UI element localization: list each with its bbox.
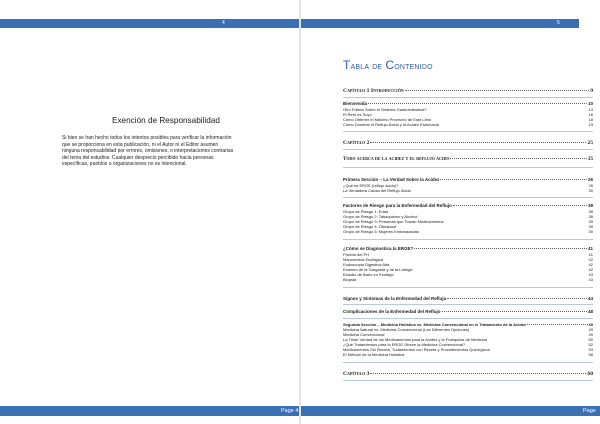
right-header-bar bbox=[301, 19, 579, 28]
toc-entry-page: 53 bbox=[588, 347, 593, 352]
toc-divider bbox=[343, 197, 593, 198]
toc-entry-page: 10 bbox=[587, 101, 593, 106]
toc-divider bbox=[343, 239, 593, 240]
toc-entry-page: 60 bbox=[587, 371, 593, 377]
toc-entry-page: 41 bbox=[587, 246, 593, 251]
toc-entry-title: Manometría Esofágica bbox=[343, 257, 384, 262]
toc-entry-page: 38 bbox=[588, 214, 593, 219]
toc-entry-page: 44 bbox=[587, 296, 593, 301]
toc-entry-title: Grupo de Riesgo 2: Tabaquismo y Alcohol bbox=[343, 214, 418, 219]
toc-entry-section[interactable] bbox=[343, 309, 593, 314]
toc-entry-title: Grupo de Riesgo 5: Mujeres Embarazadas bbox=[343, 229, 419, 234]
toc-entry-title: La Verdadera Causa del Reflujo Ácido bbox=[343, 188, 411, 193]
toc-entry-title: Endoscopia Digestiva Alta bbox=[343, 262, 390, 267]
toc-leader bbox=[447, 298, 587, 299]
toc-entry[interactable] bbox=[343, 352, 593, 357]
toc-entry-title: Capítulo 3 bbox=[343, 371, 370, 377]
toc-entry[interactable] bbox=[343, 122, 593, 127]
right-page bbox=[301, 0, 600, 424]
toc-title-initial: C bbox=[385, 58, 395, 72]
toc-leader bbox=[370, 142, 586, 143]
toc-leader bbox=[414, 248, 587, 249]
toc-entry-title: Grupo de Riesgo 4: Obesidad bbox=[343, 224, 396, 229]
right-footer-bar bbox=[301, 406, 600, 424]
toc-divider bbox=[343, 149, 593, 150]
toc-leader bbox=[368, 103, 587, 104]
toc-entry-page: 30 bbox=[588, 188, 593, 193]
toc-entry-page: 50 bbox=[588, 337, 593, 342]
toc-entry[interactable] bbox=[343, 188, 593, 193]
toc-leader bbox=[370, 373, 586, 374]
toc-entry-chapter[interactable] bbox=[343, 140, 593, 146]
toc-entry-page: 42 bbox=[588, 262, 593, 267]
toc-entry-section[interactable] bbox=[343, 101, 593, 106]
toc-entry-page: 25 bbox=[588, 157, 593, 162]
toc-divider bbox=[343, 304, 593, 305]
toc-entry-page: 26 bbox=[588, 183, 593, 188]
disclaimer-title: Exención de Responsabilidad bbox=[112, 116, 220, 125]
toc-title-part: abla de bbox=[350, 61, 386, 72]
toc-entry-title: Prueba del PH bbox=[343, 252, 370, 257]
toc-divider bbox=[343, 287, 593, 288]
toc-entry-title: Segunda Sección – Medicina Holística vs. Medicina Convencional en el Tratamiento de la Acidez bbox=[343, 322, 527, 327]
toc-entry[interactable] bbox=[343, 277, 593, 282]
toc-entry-title: Capítulo 2 bbox=[343, 140, 370, 146]
toc-divider bbox=[343, 131, 593, 132]
toc-entry-title: Primera Sección – La Verdad Sobre la Acidez bbox=[343, 177, 440, 182]
toc-entry-title: Factores de Riesgo para la Enfermedad del Reflujo bbox=[343, 203, 452, 208]
toc-entry-title: Biopsia bbox=[343, 277, 357, 282]
toc-title bbox=[343, 58, 433, 72]
toc-entry-title: ¿Cómo se Diagnostica la ERGE? bbox=[343, 246, 414, 251]
toc-entry-title: Grupo de Riesgo 1: Edad bbox=[343, 209, 389, 214]
disclaimer-line: ninguna responsabilidad por errores, omisiones, o interpretaciones contrarias bbox=[62, 148, 234, 155]
toc-entry-title: Otro Folleto Sobre el Sistema Gastrointestinal? bbox=[343, 107, 427, 112]
toc-entry-title: Capítulo 1 Introducción bbox=[343, 88, 404, 94]
disclaimer-line: del tema del estudios. Cualquier desprecio percibido hacia personas bbox=[62, 154, 214, 161]
toc-entry-title: Estudio de Bario en Esófago bbox=[343, 272, 394, 277]
right-footer-label: Page 5 bbox=[583, 408, 596, 424]
toc-entry-title: ¿Qué Tratamientos para la ERGE Ofrece la Medicina Convencional? bbox=[343, 342, 466, 347]
toc-entry-title: Complicaciones de la Enfermedad del Reflujo bbox=[343, 309, 441, 314]
toc-divider bbox=[343, 380, 593, 381]
toc-entry-page: 38 bbox=[588, 209, 593, 214]
left-header-number: 4 bbox=[222, 20, 225, 26]
disclaimer-line: Si bien se han hecho todos los intentos posibles para verificar la información bbox=[62, 135, 232, 141]
left-header-bar bbox=[0, 19, 299, 28]
left-page bbox=[0, 0, 299, 424]
toc-entry-page: 42 bbox=[588, 257, 593, 262]
toc-title-initial: T bbox=[343, 58, 351, 72]
toc-entry-title: Grupo de Riesgo 3: Personas que Toman Medicamentos bbox=[343, 219, 444, 224]
toc-entry-page: 38 bbox=[587, 203, 593, 208]
toc-leader bbox=[405, 90, 590, 91]
toc-entry-page: 43 bbox=[588, 277, 593, 282]
toc-entry-title: Cómo Obtener el Máximo Provecho de Este Libro bbox=[343, 117, 432, 122]
disclaimer-line: específicas, pueblos u organizaciones no es intencional. bbox=[62, 161, 187, 168]
toc-leader bbox=[450, 158, 587, 159]
toc-entry-section[interactable] bbox=[343, 177, 593, 182]
left-footer-bar bbox=[0, 406, 299, 416]
toc-entry-page: 41 bbox=[588, 252, 593, 257]
toc-entry-title: El Método de la Medicina Holística bbox=[343, 352, 405, 357]
toc-entry-page: 13 bbox=[588, 107, 593, 112]
right-header-number: 5 bbox=[557, 20, 560, 26]
toc-leader bbox=[440, 179, 587, 180]
toc-entry-title: El Reto es Suyo bbox=[343, 112, 372, 117]
toc-divider bbox=[343, 167, 593, 168]
left-footer-label: Page 4 bbox=[281, 408, 299, 414]
toc-leader bbox=[453, 205, 587, 206]
toc-entry-title: ¿Qué es ERGE (reflujo ácido)? bbox=[343, 183, 399, 188]
toc-entry-title: Medicina Convencional bbox=[343, 332, 385, 337]
toc-divider bbox=[343, 97, 593, 98]
toc-title-part: ontenido bbox=[394, 61, 433, 72]
toc-entry-section[interactable] bbox=[343, 296, 593, 301]
toc-entry-page: 26 bbox=[587, 177, 593, 182]
toc-entry-chapter-subtitle[interactable] bbox=[343, 156, 593, 162]
toc-entry-title: Examen de la Garganta y de la Laringe bbox=[343, 267, 413, 272]
toc-entry-page: 39 bbox=[588, 219, 593, 224]
toc-entry-chapter[interactable] bbox=[343, 88, 593, 94]
toc-entry-page: 52 bbox=[588, 342, 593, 347]
toc-leader bbox=[442, 311, 587, 312]
toc-divider bbox=[343, 362, 593, 363]
toc-entry[interactable] bbox=[343, 229, 593, 234]
toc-entry-title: Todo acerca de la acidez y el reflujo ácido bbox=[343, 157, 450, 162]
toc-entry-section[interactable] bbox=[343, 203, 593, 208]
toc-entry-page: 18 bbox=[588, 117, 593, 122]
toc-entry-page: 49 bbox=[588, 332, 593, 337]
toc-entry-section[interactable] bbox=[343, 246, 593, 251]
toc-entry-page: 42 bbox=[588, 267, 593, 272]
toc-entry-page: 43 bbox=[588, 272, 593, 277]
toc-entry-title: La Triste Verdad de los Medicamentos para la Acidez y la Franquicia de Medicina bbox=[343, 337, 488, 342]
toc-leader bbox=[527, 324, 588, 325]
toc-entry-chapter[interactable] bbox=[343, 371, 593, 377]
toc-entry-title: Bienvenida bbox=[343, 101, 368, 106]
toc-entry-page: 23 bbox=[588, 122, 593, 127]
disclaimer-line: que se proporciona en esta publicación, ni el Autor ni el Editor asumen bbox=[62, 141, 219, 148]
toc-entry-title: Medicina Natural vs. Medicina Convencional (Las Diferentes Opciones) bbox=[343, 327, 470, 332]
toc-entry-page: 49 bbox=[588, 322, 593, 327]
toc-entry-page: 49 bbox=[588, 327, 593, 332]
toc-entry-title: Medicamentos Sin Receta, Tratamientos con Receta y Procedimientos Quirúrgicos bbox=[343, 347, 490, 352]
toc-entry-page: 39 bbox=[588, 224, 593, 229]
toc-entry-page: 16 bbox=[588, 112, 593, 117]
toc-entry-page: 39 bbox=[588, 229, 593, 234]
toc-entry-title: Signos y Síntomas de la Enfermedad del Reflujo bbox=[343, 296, 447, 301]
disclaimer-body bbox=[62, 135, 292, 168]
toc-entry-title: Cómo Dominar el Reflujo Ácido y la Acidez Estomacal bbox=[343, 122, 439, 127]
toc-entry-page: 9 bbox=[590, 88, 593, 94]
toc-divider bbox=[343, 318, 593, 319]
toc-entry-page: 58 bbox=[588, 352, 593, 357]
toc-entry-page: 25 bbox=[587, 140, 593, 146]
toc-entry-page: 48 bbox=[587, 309, 593, 314]
